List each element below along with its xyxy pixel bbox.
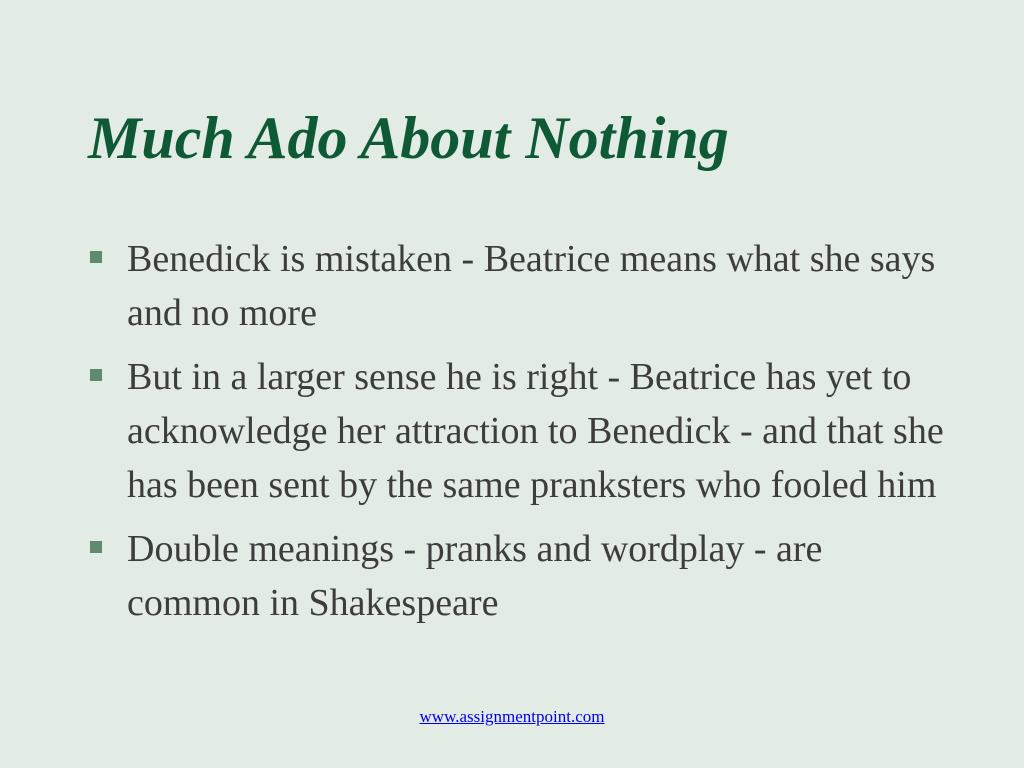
bullet-text: Benedick is mistaken - Beatrice means what she says and no more	[127, 238, 936, 334]
square-bullet-icon	[90, 369, 102, 381]
bullet-item	[88, 232, 948, 340]
square-bullet-icon	[90, 251, 102, 263]
square-bullet-icon	[90, 541, 102, 553]
bullet-text: Double meanings - pranks and wordplay - are common in Shakespeare	[127, 528, 823, 624]
bullet-item	[88, 350, 948, 512]
footer-website-link[interactable]: www.assignmentpoint.com	[419, 707, 605, 726]
slide-title: Much Ado About Nothing	[88, 105, 729, 171]
bullet-list	[88, 232, 948, 640]
bullet-item	[88, 522, 948, 630]
bullet-text: But in a larger sense he is right - Beatrice has yet to acknowledge her attraction to Benedick - and that she has been sent by the same pranksters who fooled him	[127, 356, 944, 506]
